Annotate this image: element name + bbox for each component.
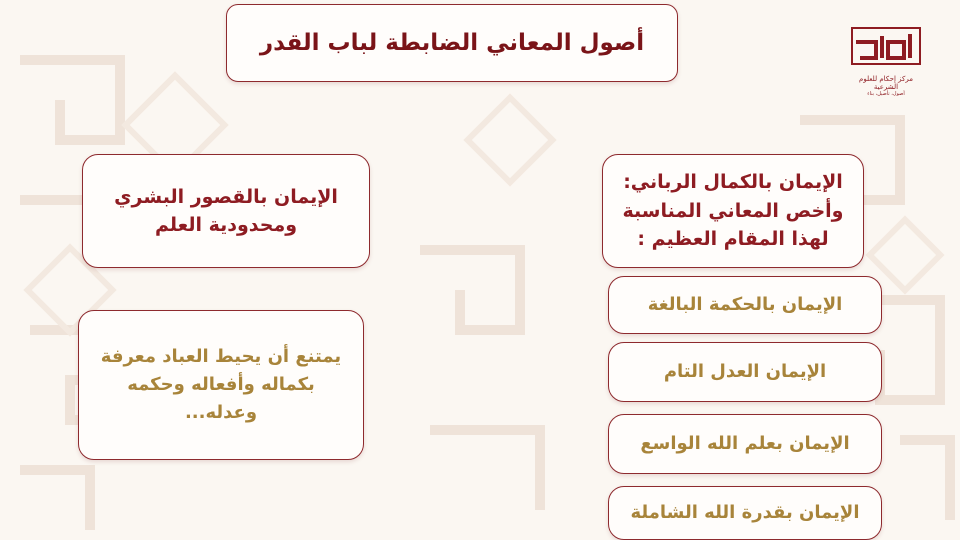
divine-perfection-box <box>602 154 864 268</box>
list-item: الإيمان بالحكمة البالغة <box>608 276 882 334</box>
limits-text: الإيمان بالقصور البشري ومحدودية العلم <box>114 185 338 236</box>
impossible-knowledge-text: يمتنع أن يحيط العباد معرفة بكماله وأفعاله وحكمه وعدله... <box>100 346 342 423</box>
list-item: الإيمان العدل التام <box>608 342 882 402</box>
logo-tagline: أصول، تأصيل، بناء <box>867 91 905 97</box>
logo <box>846 24 926 96</box>
impossible-knowledge-box <box>78 310 364 460</box>
limits-box <box>82 154 370 268</box>
logo-icon <box>846 24 926 70</box>
logo-subtitle: مركز إحكام للعلوم الشرعية <box>859 75 913 91</box>
divine-perfection-text: الإيمان بالكمال الرباني: وأخص المعاني المناسبة لهذا المقام العظيم : <box>622 171 844 251</box>
list-item: الإيمان بعلم الله الواسع <box>608 414 882 474</box>
list-item: الإيمان بقدرة الله الشاملة <box>608 486 882 540</box>
slide-title: أصول المعاني الضابطة لباب القدر <box>226 4 678 82</box>
